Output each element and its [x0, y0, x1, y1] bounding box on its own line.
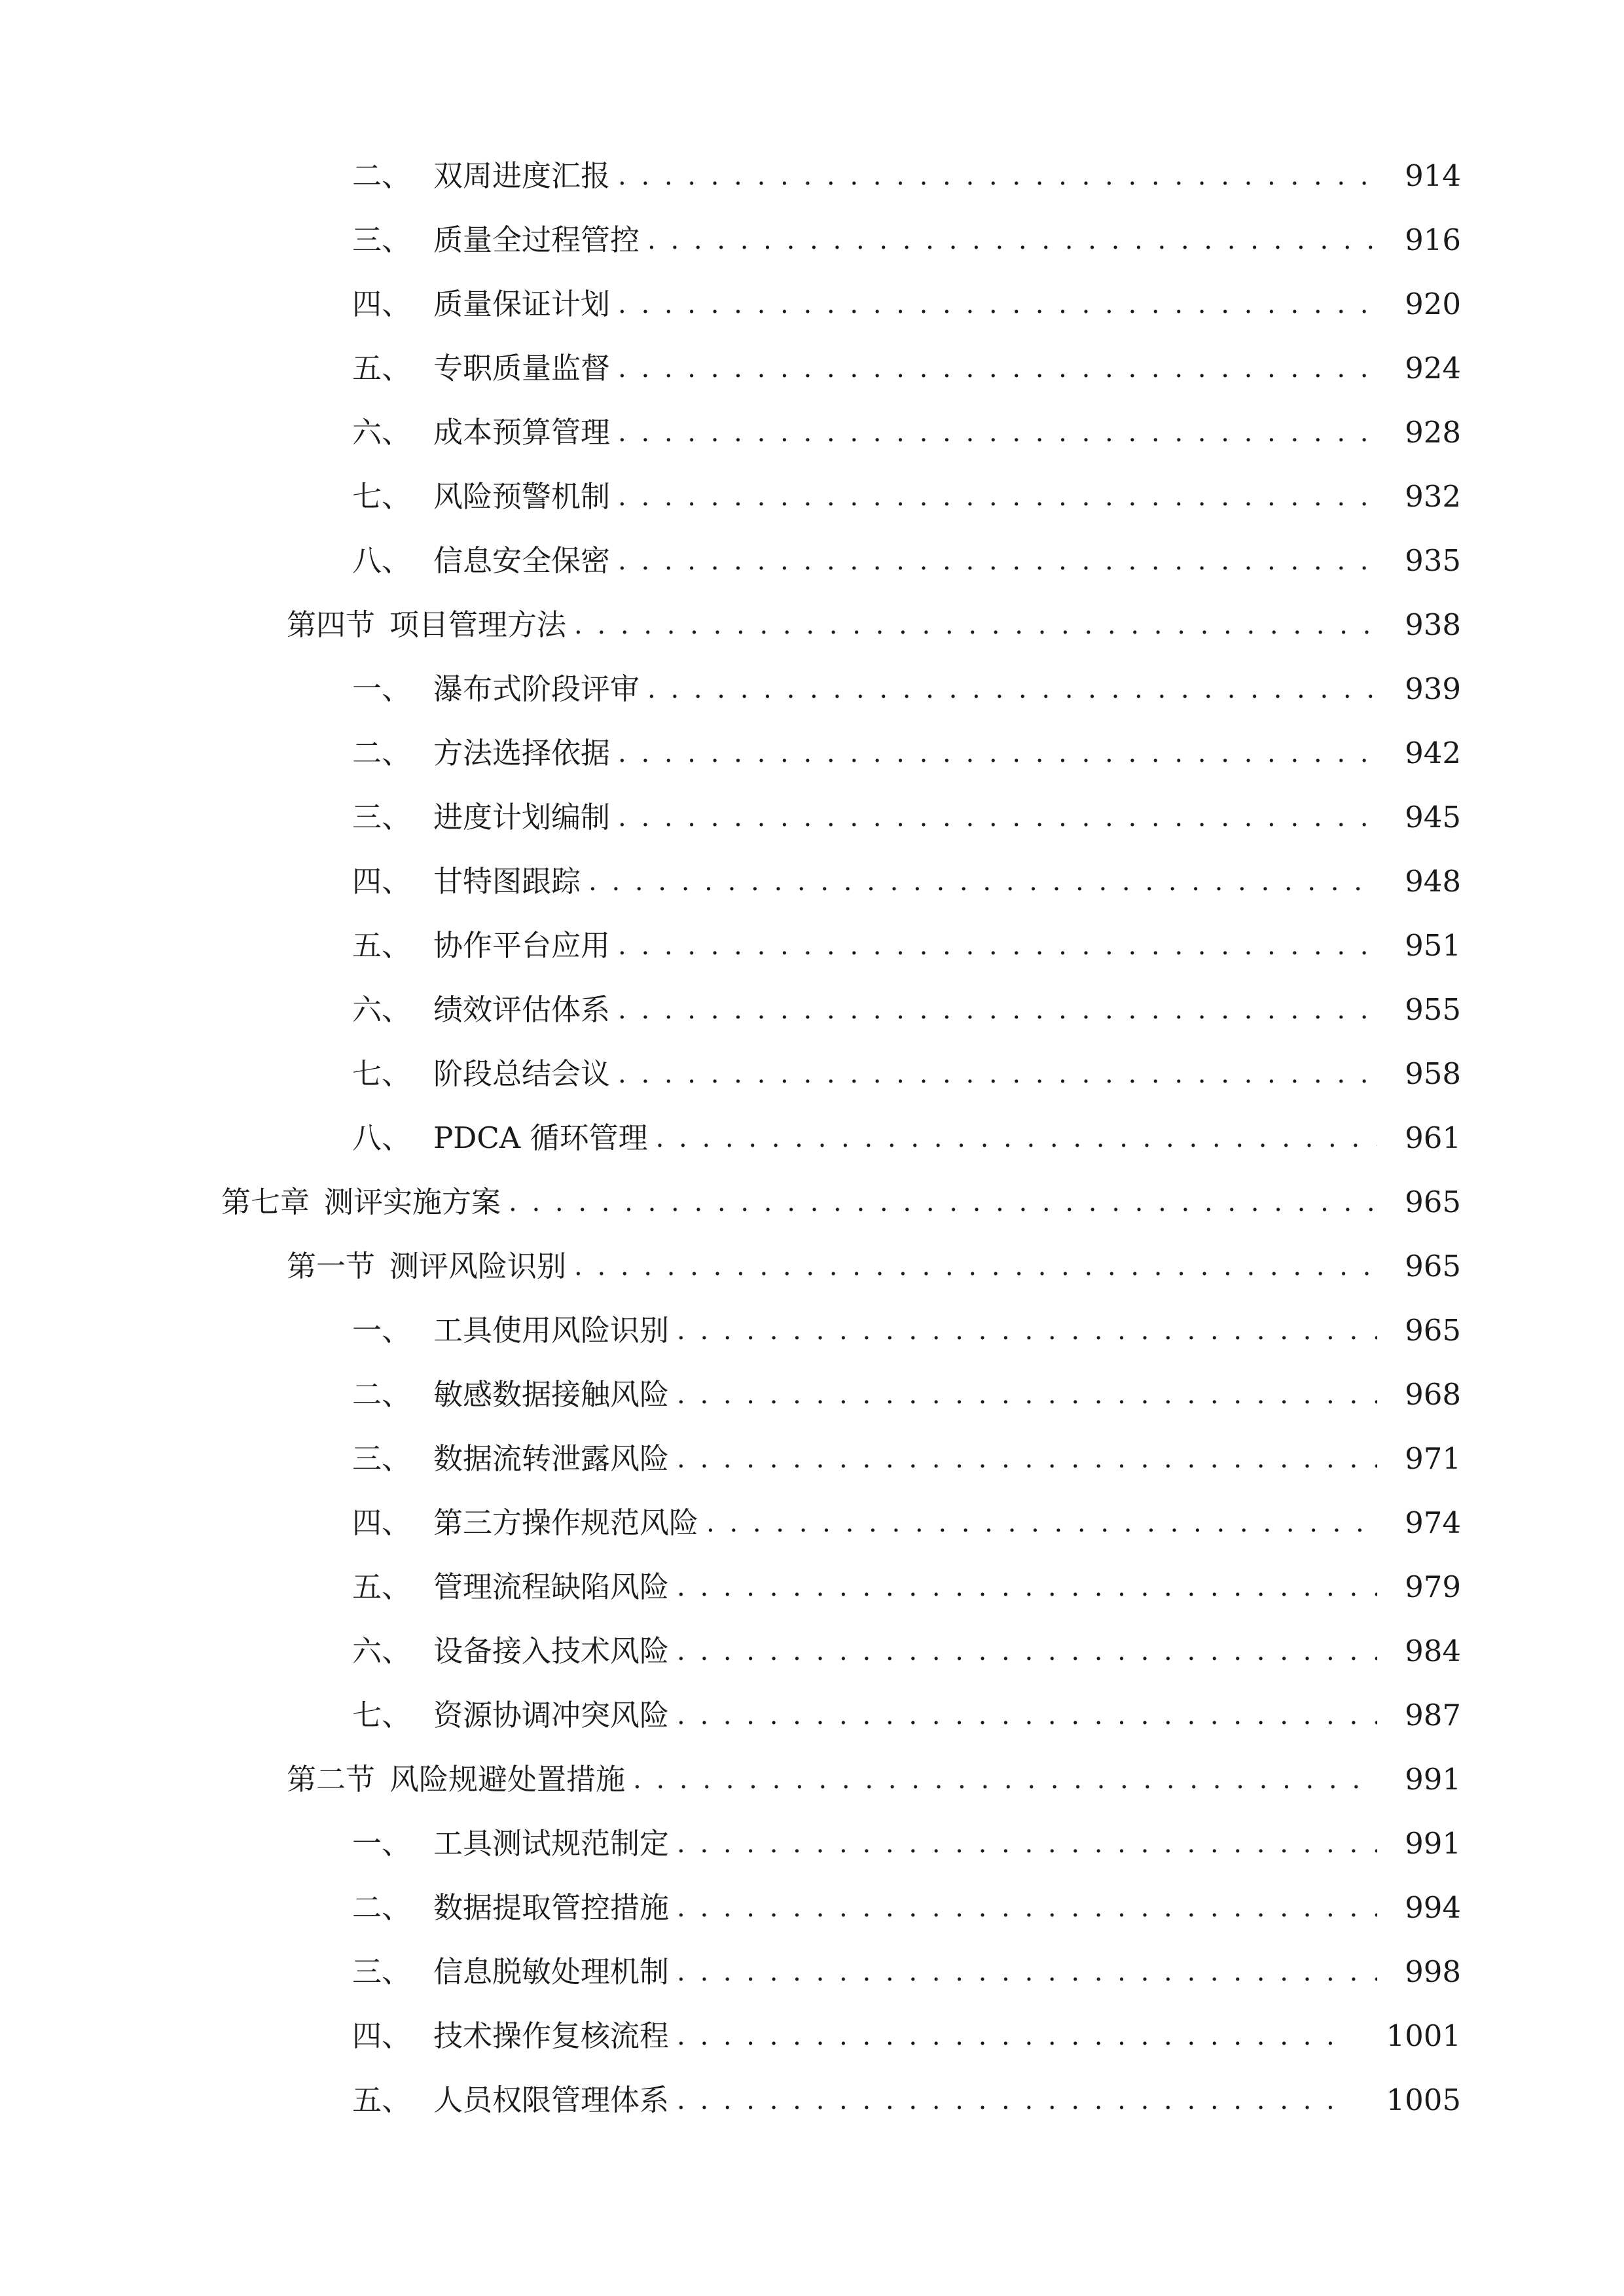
toc-entry[interactable] — [0, 342, 1624, 395]
toc-entry-page: 935 — [1405, 543, 1461, 578]
toc-section-entry[interactable] — [0, 1753, 1624, 1806]
toc-entry-page: 994 — [1405, 1890, 1461, 1925]
dot-leader — [574, 1240, 1377, 1293]
dot-leader — [677, 1882, 1377, 1934]
toc-entry-page: 971 — [1405, 1441, 1461, 1476]
toc-entry-title: 项目管理方法 — [389, 607, 567, 642]
toc-entry-title: 第三方操作规范风险 — [433, 1505, 699, 1540]
toc-entry-number: 三、 — [352, 223, 412, 257]
toc-entry[interactable] — [0, 2010, 1624, 2062]
dot-leader — [509, 1176, 1377, 1229]
dot-leader — [677, 2074, 1351, 2126]
toc-entry-number: 二、 — [352, 158, 412, 193]
toc-entry-title: 绩效评估体系 — [433, 992, 611, 1027]
dot-leader — [618, 727, 1377, 780]
toc-entry-page: 965 — [1405, 1313, 1461, 1348]
toc-entry-page: 991 — [1405, 1826, 1461, 1861]
toc-entry-page: 961 — [1405, 1121, 1461, 1155]
toc-entry[interactable] — [0, 406, 1624, 459]
toc-entry-number: 五、 — [352, 2083, 412, 2117]
toc-entry-number: 七、 — [352, 479, 412, 514]
toc-entry-number: 五、 — [352, 351, 412, 386]
dot-leader — [618, 342, 1377, 395]
dot-leader — [618, 920, 1377, 972]
toc-entry-title: 工具测试规范制定 — [433, 1826, 670, 1861]
dot-leader — [677, 1625, 1377, 1677]
toc-entry-page: 939 — [1405, 672, 1461, 706]
toc-entry-title: 管理流程缺陷风险 — [433, 1570, 670, 1604]
toc-entry[interactable] — [0, 920, 1624, 972]
toc-entry[interactable] — [0, 150, 1624, 202]
dot-leader — [588, 855, 1377, 908]
toc-entry-title: 瀑布式阶段评审 — [433, 672, 640, 706]
toc-chapter-entry[interactable] — [0, 1176, 1624, 1229]
toc-entry-page: 987 — [1405, 1698, 1461, 1732]
toc-entry-page: 958 — [1405, 1056, 1461, 1091]
dot-leader — [574, 599, 1377, 651]
toc-entry-title: 工具使用风险识别 — [433, 1313, 670, 1348]
toc-entry[interactable] — [0, 984, 1624, 1036]
toc-entry-title: 协作平台应用 — [433, 928, 611, 963]
toc-entry-title: 设备接入技术风险 — [433, 1634, 670, 1668]
toc-entry-page: 968 — [1405, 1377, 1461, 1412]
toc-entry-title: 质量全过程管控 — [433, 223, 640, 257]
toc-entry-page: 984 — [1405, 1634, 1461, 1668]
toc-entry-number: 四、 — [352, 1505, 412, 1540]
toc-entry-number: 三、 — [352, 1954, 412, 1989]
toc-entry-number: 六、 — [352, 992, 412, 1027]
toc-entry-number: 第二节 — [287, 1762, 376, 1797]
toc-entry-page: 974 — [1405, 1505, 1461, 1540]
dot-leader — [677, 1689, 1377, 1742]
dot-leader — [633, 1753, 1377, 1806]
dot-leader — [677, 1369, 1377, 1421]
toc-entry[interactable] — [0, 1625, 1624, 1677]
dot-leader — [677, 1304, 1377, 1357]
toc-entry-page: 998 — [1405, 1954, 1461, 1989]
toc-entry-page: 948 — [1405, 864, 1461, 899]
dot-leader — [618, 278, 1377, 331]
toc-entry[interactable] — [0, 1818, 1624, 1870]
toc-entry-page: 932 — [1405, 479, 1461, 514]
toc-entry-title: 数据提取管控措施 — [433, 1890, 670, 1925]
dot-leader — [618, 791, 1377, 844]
toc-entry-page: 920 — [1405, 287, 1461, 321]
toc-entry-title: 双周进度汇报 — [433, 158, 611, 193]
toc-entry-title: 技术操作复核流程 — [433, 2018, 670, 2053]
toc-entry-number: 三、 — [352, 800, 412, 834]
toc-entry-number: 二、 — [352, 736, 412, 770]
toc-entry-title: 风险规避处置措施 — [389, 1762, 626, 1797]
toc-entry-number: 五、 — [352, 928, 412, 963]
toc-entry-page: 965 — [1405, 1249, 1461, 1283]
toc-entry-title: 质量保证计划 — [433, 287, 611, 321]
toc-entry-title: 方法选择依据 — [433, 736, 611, 770]
toc-entry[interactable] — [0, 1689, 1624, 1742]
toc-entry-page: 916 — [1405, 223, 1461, 257]
toc-entry-page: 914 — [1405, 158, 1461, 193]
dot-leader — [656, 1112, 1377, 1164]
toc-entry[interactable] — [0, 1048, 1624, 1100]
toc-entry-page: 1001 — [1386, 2018, 1461, 2053]
toc-entry-title: 数据流转泄露风险 — [433, 1441, 670, 1476]
toc-entry-title: 测评风险识别 — [389, 1249, 567, 1283]
toc-entry-number: 五、 — [352, 1570, 412, 1604]
dot-leader — [677, 1818, 1377, 1870]
toc-entry[interactable] — [0, 2074, 1624, 2126]
dot-leader — [677, 1433, 1377, 1485]
toc-entry-number: 七、 — [352, 1056, 412, 1091]
toc-entry-title: 敏感数据接触风险 — [433, 1377, 670, 1412]
dot-leader — [647, 663, 1377, 715]
toc-entry-number: 八、 — [352, 543, 412, 578]
toc-entry-number: 一、 — [352, 1826, 412, 1861]
toc-entry-title: 风险预警机制 — [433, 479, 611, 514]
toc-entry[interactable] — [0, 535, 1624, 587]
toc-entry-title: 测评实施方案 — [324, 1185, 501, 1219]
toc-entry[interactable] — [0, 663, 1624, 715]
toc-entry[interactable] — [0, 1561, 1624, 1613]
toc-entry-number: 六、 — [352, 1634, 412, 1668]
toc-entry-title: 专职质量监督 — [433, 351, 611, 386]
toc-entry[interactable] — [0, 1304, 1624, 1357]
dot-leader — [618, 1048, 1377, 1100]
toc-section-entry[interactable] — [0, 599, 1624, 651]
toc-entry-number: 一、 — [352, 1313, 412, 1348]
toc-entry-number: 六、 — [352, 415, 412, 450]
toc-entry-number: 四、 — [352, 864, 412, 899]
toc-entry-page: 924 — [1405, 351, 1461, 386]
dot-leader — [677, 1946, 1377, 1998]
toc-entry[interactable] — [0, 214, 1624, 266]
toc-entry-title: 甘特图跟踪 — [433, 864, 581, 899]
dot-leader — [647, 214, 1377, 266]
toc-entry-title: 人员权限管理体系 — [433, 2083, 670, 2117]
toc-entry-title: 成本预算管理 — [433, 415, 611, 450]
toc-entry-number: 三、 — [352, 1441, 412, 1476]
toc-entry-title: 信息脱敏处理机制 — [433, 1954, 670, 1989]
toc-entry-number: 八、 — [352, 1121, 412, 1155]
dot-leader — [706, 1497, 1377, 1549]
toc-entry[interactable] — [0, 1433, 1624, 1485]
toc-entry-page: 991 — [1405, 1762, 1461, 1797]
toc-entry[interactable] — [0, 1369, 1624, 1421]
toc-entry[interactable] — [0, 471, 1624, 523]
toc-entry[interactable] — [0, 278, 1624, 331]
toc-entry[interactable] — [0, 791, 1624, 844]
toc-entry-title: 进度计划编制 — [433, 800, 611, 834]
toc-entry-title: 信息安全保密 — [433, 543, 611, 578]
dot-leader — [618, 984, 1377, 1036]
toc-entry-page: 951 — [1405, 928, 1461, 963]
toc-entry-title: 资源协调冲突风险 — [433, 1698, 670, 1732]
toc-entry-page: 945 — [1405, 800, 1461, 834]
toc-entry-page: 938 — [1405, 607, 1461, 642]
toc-entry-number: 四、 — [352, 287, 412, 321]
toc-entry[interactable] — [0, 1112, 1624, 1164]
dot-leader — [618, 471, 1377, 523]
toc-entry-number: 一、 — [352, 672, 412, 706]
toc-entry-title: PDCA 循环管理 — [433, 1121, 648, 1155]
toc-entry-page: 928 — [1405, 415, 1461, 450]
dot-leader — [618, 535, 1377, 587]
toc-entry[interactable] — [0, 855, 1624, 908]
toc-entry-number: 第一节 — [287, 1249, 376, 1283]
dot-leader — [618, 150, 1377, 202]
toc-entry[interactable] — [0, 1497, 1624, 1549]
toc-entry-number: 第四节 — [287, 607, 376, 642]
toc-entry[interactable] — [0, 727, 1624, 780]
toc-entry-page: 1005 — [1386, 2083, 1461, 2117]
toc-entry-number: 第七章 — [221, 1185, 310, 1219]
toc-entry-number: 二、 — [352, 1377, 412, 1412]
toc-entry-page: 942 — [1405, 736, 1461, 770]
toc-entry-number: 四、 — [352, 2018, 412, 2053]
toc-entry-page: 955 — [1405, 992, 1461, 1027]
toc-entry-number: 二、 — [352, 1890, 412, 1925]
toc-entry-page: 965 — [1405, 1185, 1461, 1219]
dot-leader — [677, 1561, 1377, 1613]
dot-leader — [618, 406, 1377, 459]
toc-entry[interactable] — [0, 1946, 1624, 1998]
toc-section-entry[interactable] — [0, 1240, 1624, 1293]
toc-entry-number: 七、 — [352, 1698, 412, 1732]
toc-entry-page: 979 — [1405, 1570, 1461, 1604]
toc-entry-title: 阶段总结会议 — [433, 1056, 611, 1091]
dot-leader — [677, 2010, 1351, 2062]
toc-entry[interactable] — [0, 1882, 1624, 1934]
